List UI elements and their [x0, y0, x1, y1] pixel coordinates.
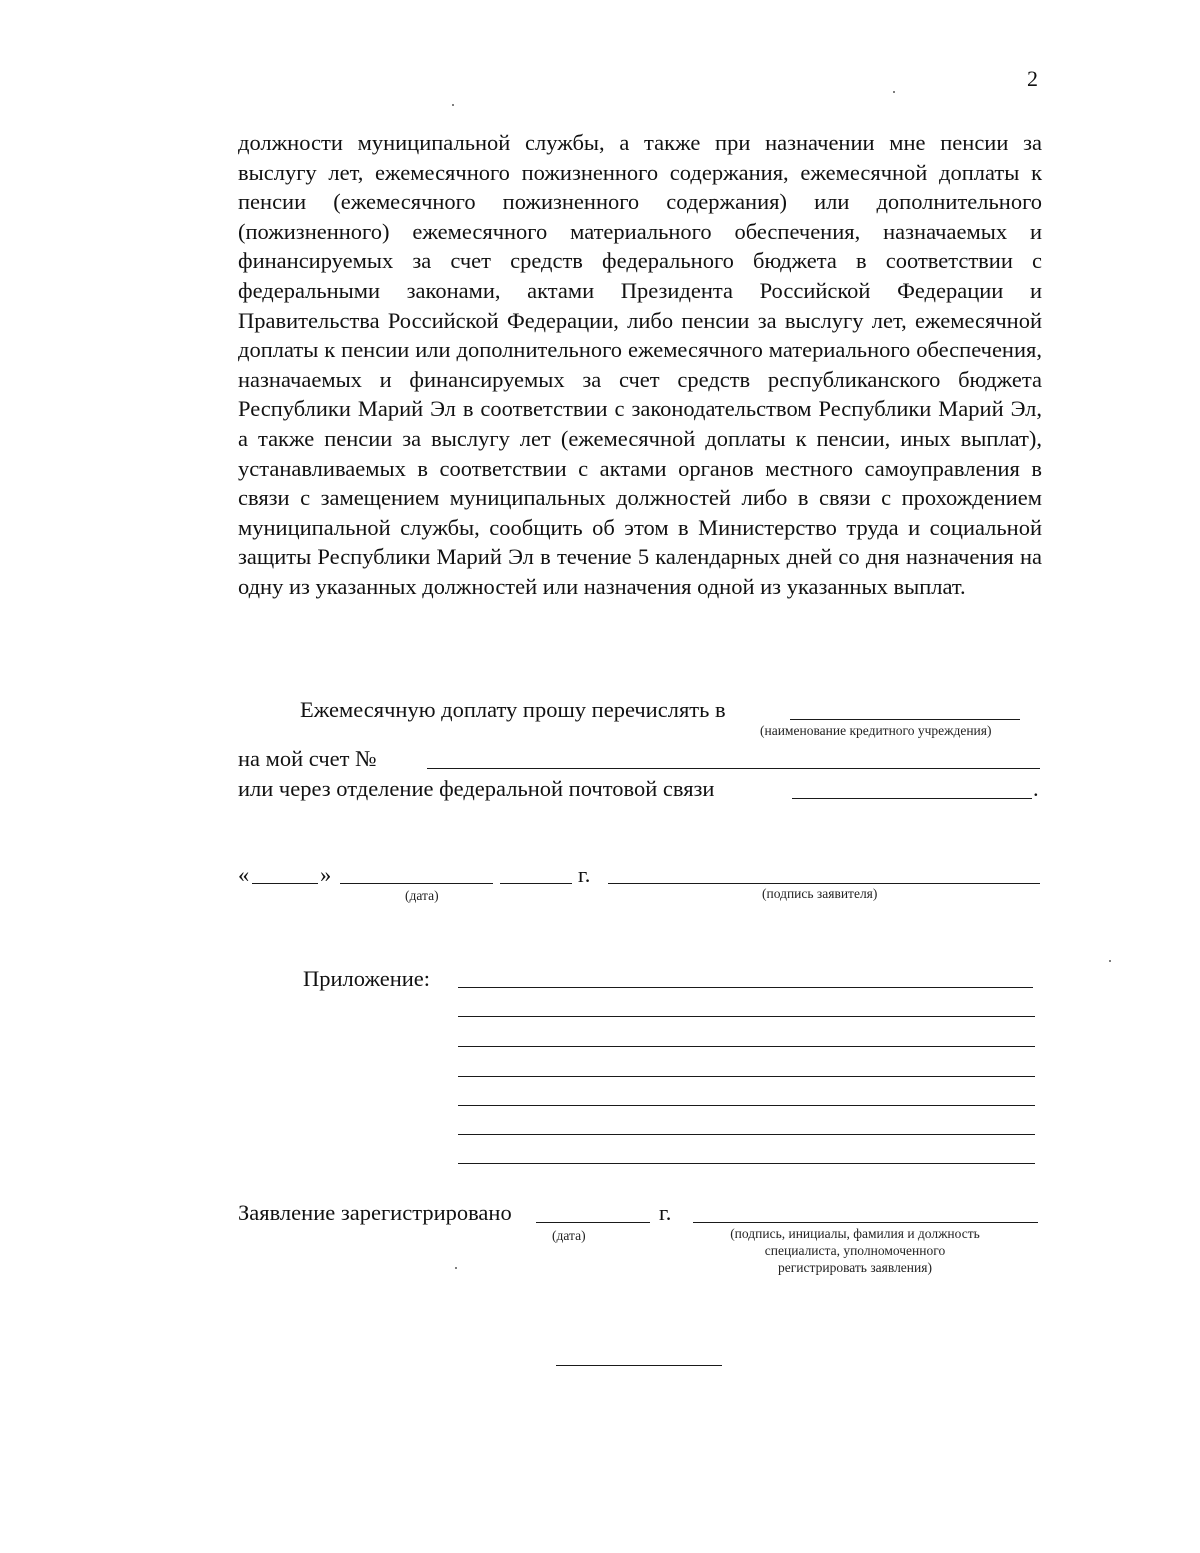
date-caption: (дата): [405, 888, 439, 903]
registration-label: Заявление зарегистрировано: [238, 1200, 512, 1225]
attachment-line-3[interactable]: [458, 1046, 1035, 1047]
date-year-suffix: г.: [578, 862, 591, 887]
date-quote-close: »: [320, 862, 332, 887]
date-day-line[interactable]: [252, 883, 318, 884]
applicant-signature-caption: (подпись заявителя): [762, 886, 878, 901]
scan-speck: [1109, 960, 1111, 962]
transfer-label: Ежемесячную доплату прошу перечислять в: [300, 697, 726, 722]
date-month-line[interactable]: [340, 883, 493, 884]
bank-name-line[interactable]: [790, 719, 1020, 720]
page-number: 2: [1027, 66, 1038, 91]
attachment-line-2[interactable]: [458, 1016, 1035, 1017]
date-quote-open: «: [238, 862, 250, 887]
scan-speck: [455, 1267, 457, 1269]
attachment-line-4[interactable]: [458, 1076, 1035, 1077]
attachment-line-5[interactable]: [458, 1105, 1035, 1106]
registration-year-suffix: г.: [659, 1200, 672, 1225]
registration-signature-caption: [690, 1225, 1020, 1276]
attachment-line-6[interactable]: [458, 1134, 1035, 1135]
registration-date-caption: (дата): [552, 1228, 586, 1243]
post-office-label: или через отделение федеральной почтовой связи: [238, 776, 715, 801]
scan-speck: [452, 104, 454, 106]
end-separator: [556, 1365, 722, 1366]
account-label: на мой счет №: [238, 746, 377, 771]
post-office-line[interactable]: [792, 798, 1032, 799]
registration-date-line[interactable]: [536, 1222, 650, 1223]
registration-caption-line-3: регистрировать заявления): [778, 1260, 932, 1275]
registration-signature-line[interactable]: [693, 1222, 1038, 1223]
attachment-line-1[interactable]: [458, 987, 1033, 988]
post-office-end: .: [1033, 776, 1039, 801]
body-paragraph: должности муниципальной службы, а также при назначении мне пенсии за выслугу лет, ежемесячного пожизненного содержания, ежемесячной доплаты к пенсии (ежемесячного пожизненного содержания) или дополнительного (пожизненного) ежемесячного материального обеспечения, назначаемых и финансируемых за счет средств федерального бюджета в соответствии с федеральными законами, актами Президента Российской Федерации и Правительства Российской Федерации, либо пенсии за выслугу лет, ежемесячной доплаты к пенсии или дополнительного ежемесячного материального обеспечения, назначаемых и финансируемых за счет средств республиканского бюджета Республики Марий Эл в соответствии с законодательством Республики Марий Эл, а также пенсии за выслугу лет (ежемесячной доплаты к пенсии, иных выплат), устанавливаемых в соответствии с актами органов местного самоуправления в связи с замещением муниципальных должностей либо в связи с прохождением муниципальной службы, сообщить об этом в Министерство труда и социальной защиты Республики Марий Эл в течение 5 календарных дней со дня назначения на одну из указанных должностей или назначения одной из указанных выплат.: [238, 130, 1042, 599]
date-year-line[interactable]: [500, 883, 572, 884]
registration-caption-line-1: (подпись, инициалы, фамилия и должность: [730, 1226, 980, 1241]
registration-caption-line-2: специалиста, уполномоченного: [764, 1243, 946, 1258]
scan-speck: [893, 91, 895, 93]
account-number-line[interactable]: [427, 768, 1040, 769]
attachment-line-7[interactable]: [458, 1163, 1035, 1164]
attachment-label: Приложение:: [303, 966, 431, 991]
applicant-signature-line[interactable]: [608, 883, 1040, 884]
bank-name-caption: (наименование кредитного учреждения): [760, 723, 992, 738]
